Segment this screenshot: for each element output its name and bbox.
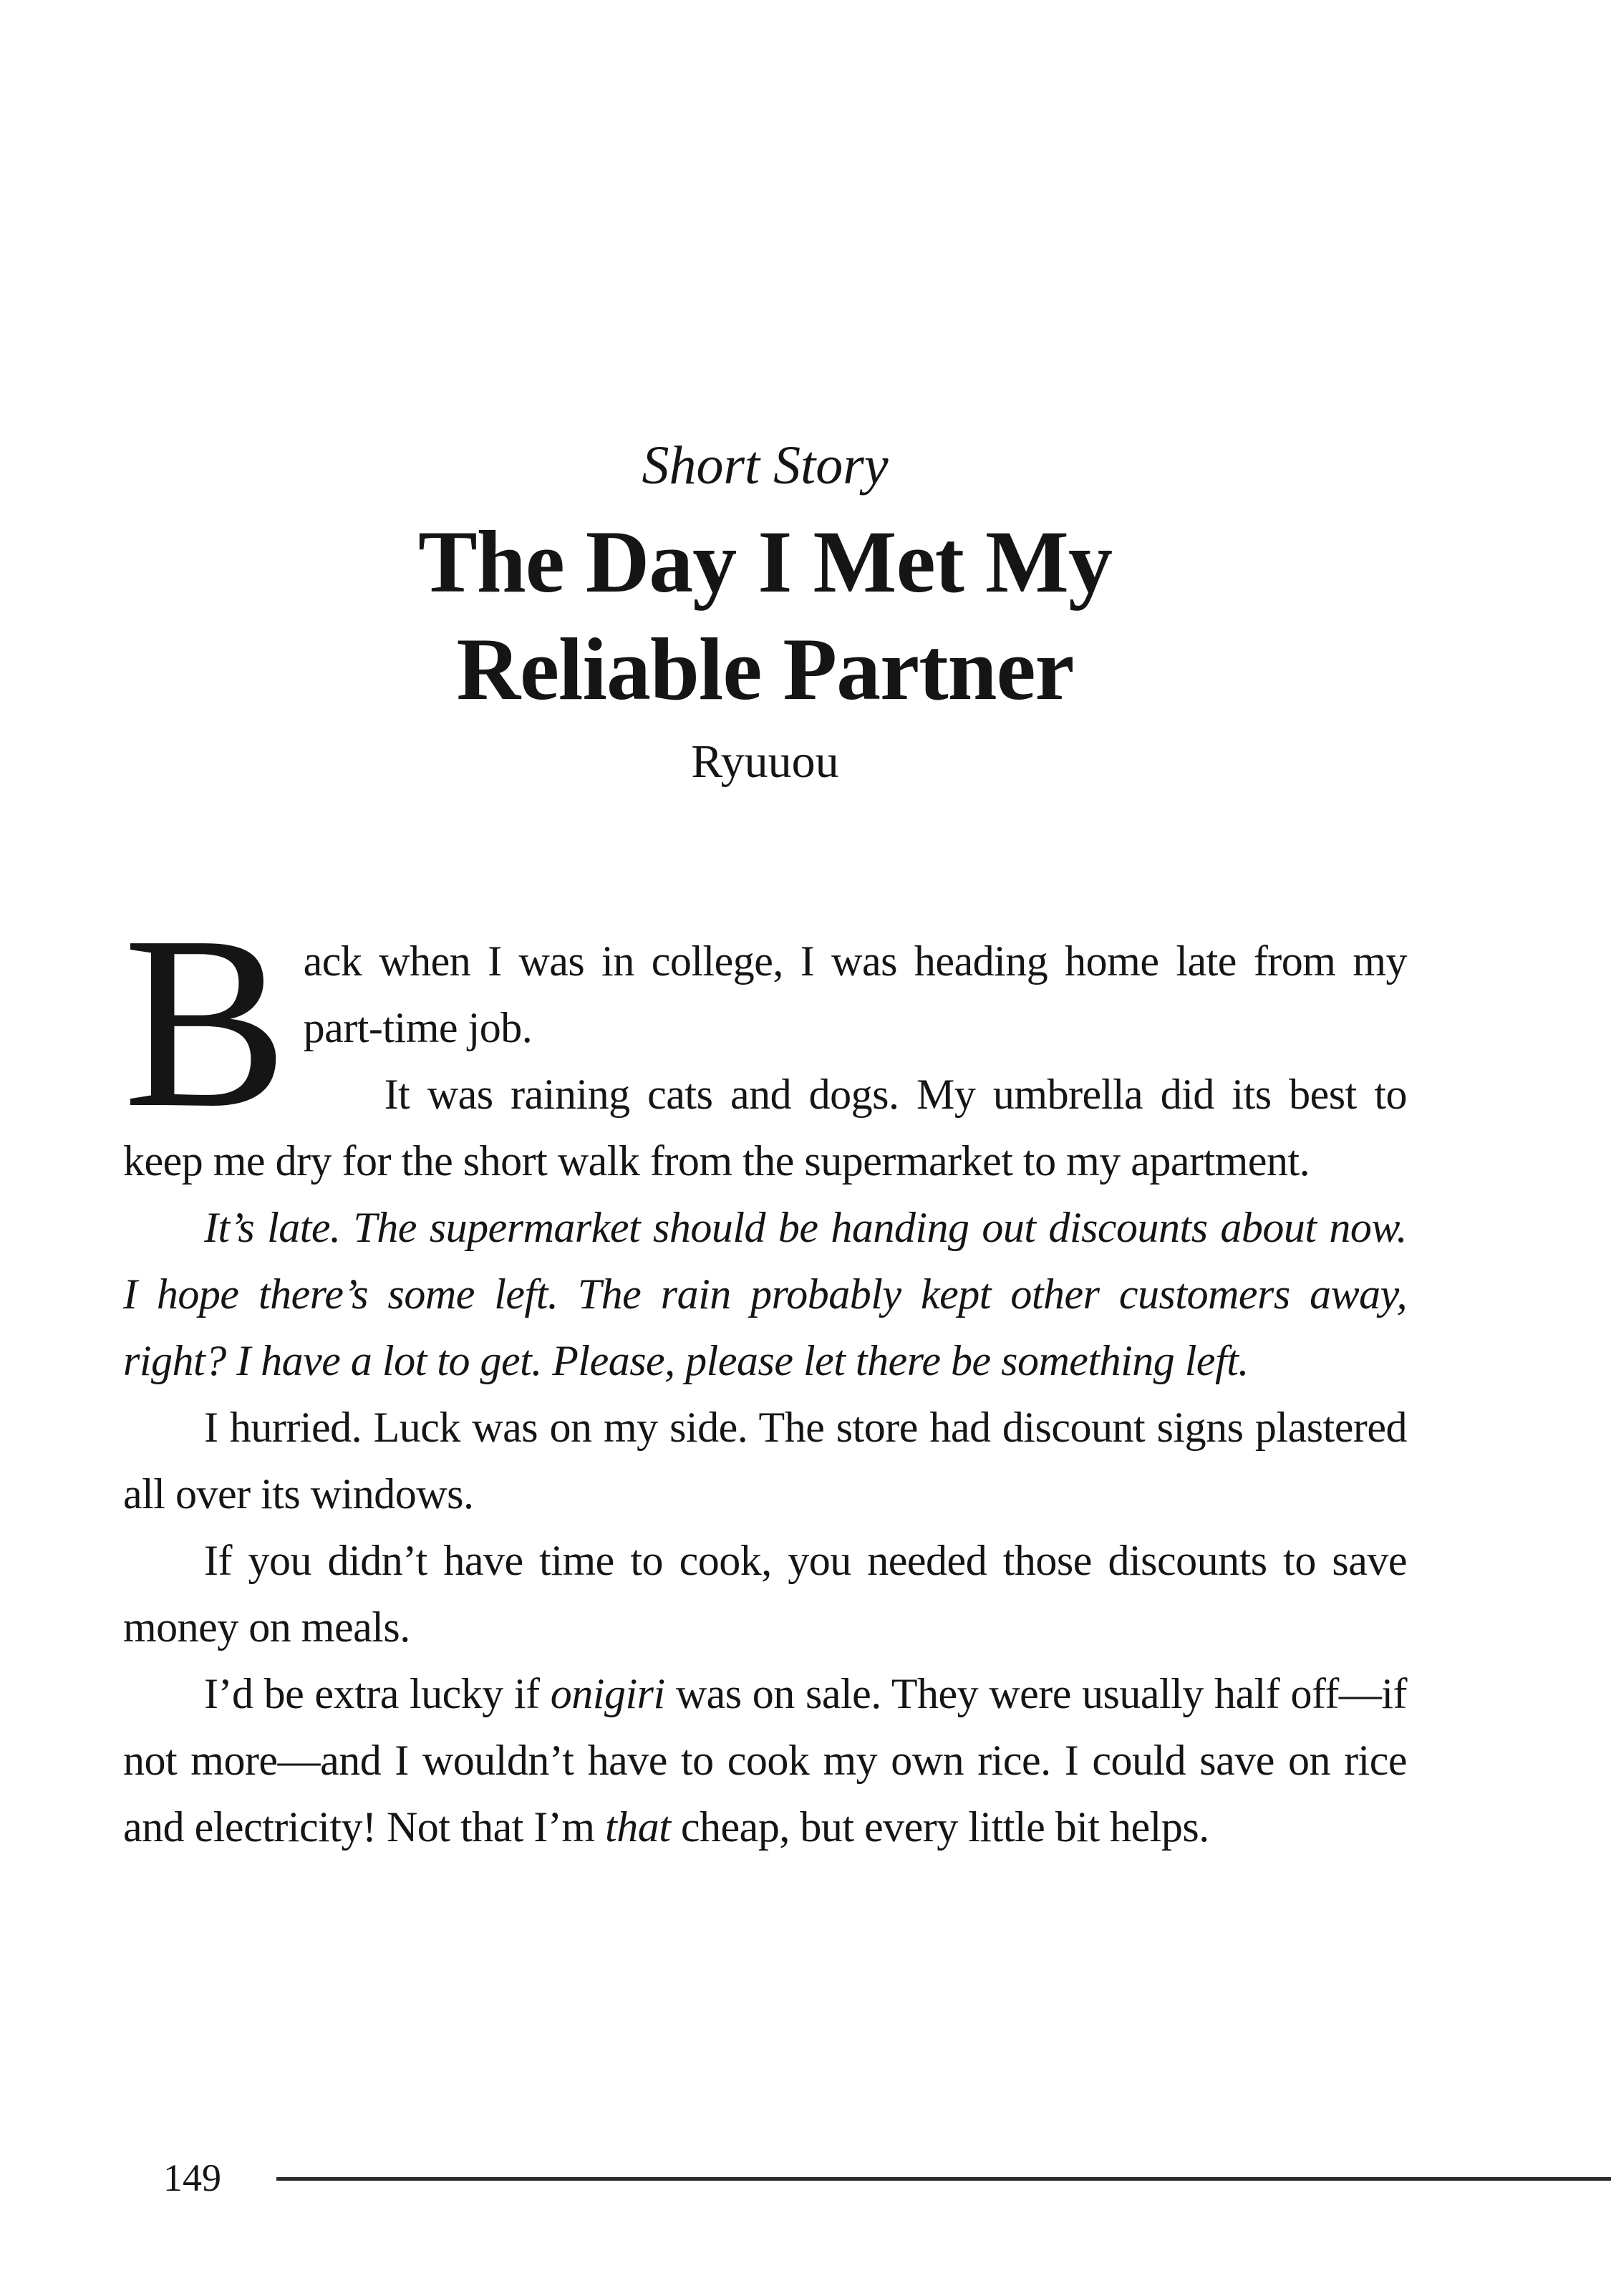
story-author: Ryuuou: [691, 735, 839, 788]
paragraph: [123, 1195, 1407, 1394]
footer-rule: [276, 2177, 1611, 2181]
story-kicker: Short Story: [642, 435, 889, 496]
drop-cap: B: [123, 885, 288, 1159]
body-text: I hurried. Luck was on my side. The store had discount signs plastered all over its windows.: [123, 1404, 1407, 1518]
story-heading: [123, 427, 1407, 795]
emphasized-text: that: [605, 1803, 671, 1851]
story-title: [123, 508, 1407, 723]
emphasized-text: onigiri: [550, 1670, 665, 1717]
story-title-line1: The Day I Met My: [418, 513, 1112, 611]
story-title-line2: Reliable Partner: [456, 620, 1074, 718]
page-number: 149: [163, 2156, 221, 2199]
body-text: was on sale. They were usually half off—if not more—and I wouldn’t have to cook my own rice. I could save on rice and electricity! Not that I’m: [123, 1670, 1407, 1851]
body-text: I’d be extra lucky if: [204, 1670, 551, 1717]
story-body: [123, 885, 1407, 1861]
paragraph: [123, 1061, 1407, 1195]
body-text: ack when I was in college, I was heading home late from my part-time job.: [303, 937, 1407, 1051]
body-text: If you didn’t have time to cook, you needed those discounts to save money on meals.: [123, 1537, 1407, 1651]
body-text: cheap, but every little bit helps.: [670, 1803, 1209, 1851]
paragraph: [123, 1528, 1407, 1661]
body-text: It’s late. The supermarket should be handing out discounts about now. I hope there’s some left. The rain probably kept other customers away, right? I have a lot to get. Please, please let there be something left.: [123, 1204, 1407, 1384]
page-footer: [0, 2154, 1611, 2211]
body-text: It was raining cats and dogs. My umbrella did its best to keep me dry for the short walk from the supermarket to my apartment.: [123, 1071, 1407, 1185]
paragraph: [123, 1661, 1407, 1861]
paragraph: [123, 1394, 1407, 1528]
